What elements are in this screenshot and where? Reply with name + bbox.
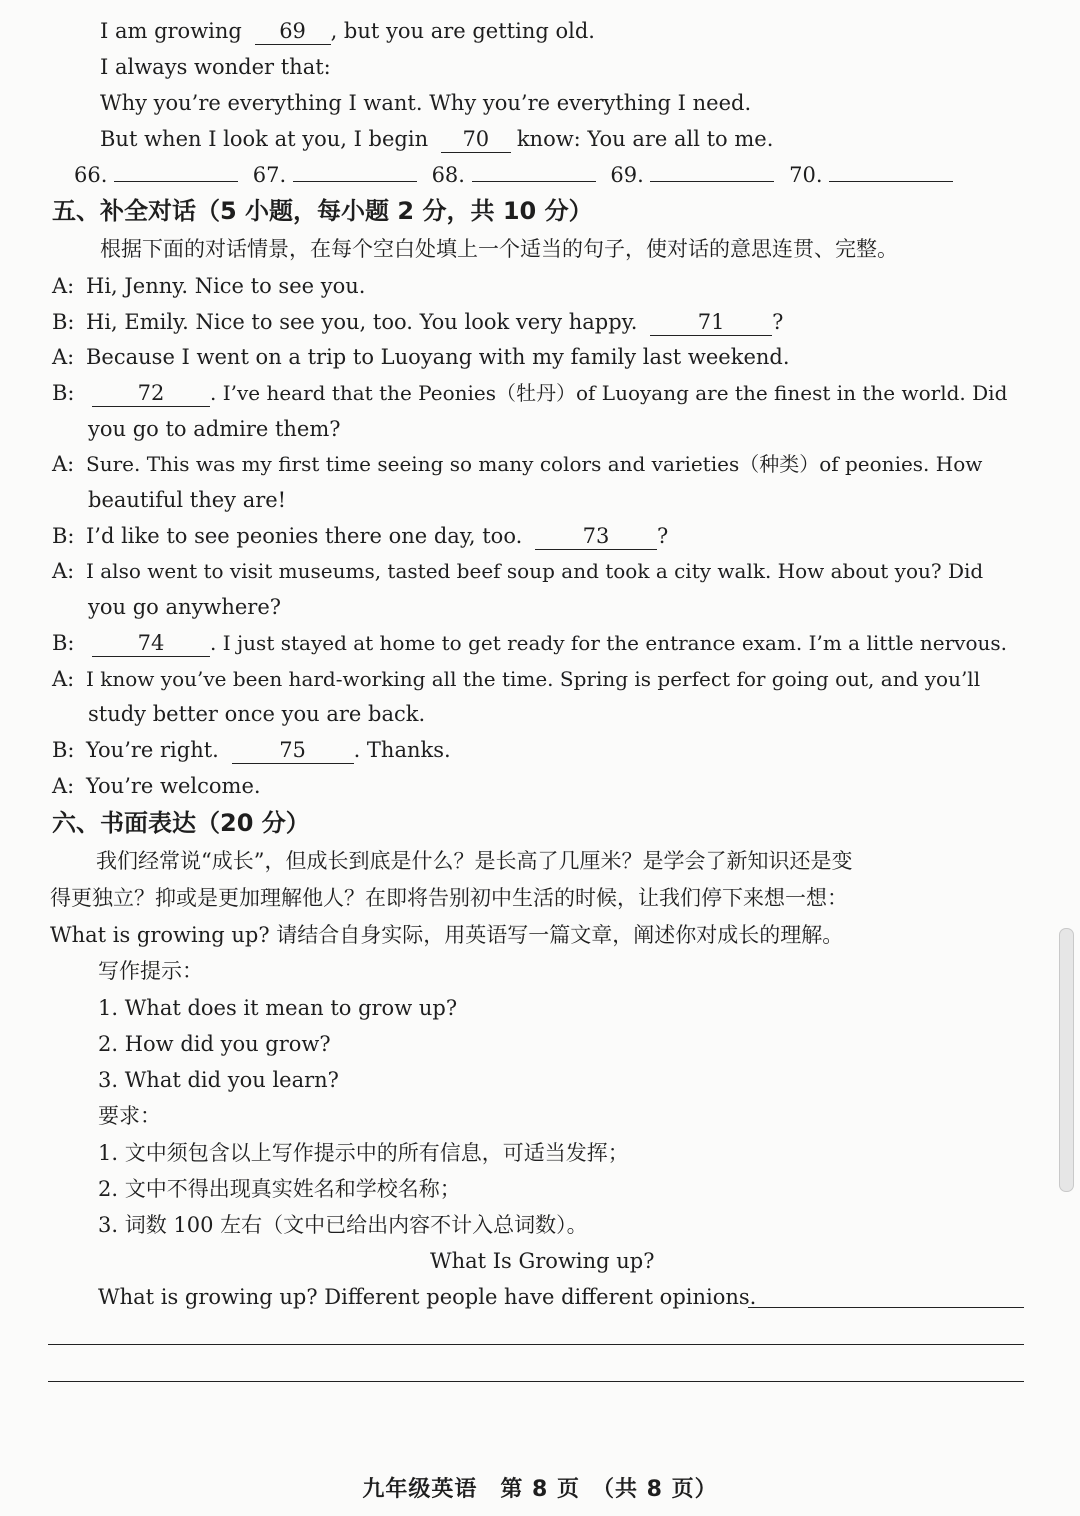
answer-number: 67. [252, 163, 287, 187]
speaker-label: A: [52, 667, 75, 691]
dialogue-line [52, 735, 451, 765]
section-6-title: 六、书面表达（20 分） [52, 809, 310, 837]
dialogue-text: Hi, Emily. Nice to see you, too. You look very happy. [86, 310, 638, 334]
dialogue-text: . I’ve heard that the Peonies（牡丹）of Luoyang are the finest in the world. Did [210, 381, 1008, 405]
dialogue-text: Because I went on a trip to Luoyang with my family last weekend. [86, 345, 790, 369]
dialogue-text: I’d like to see peonies there one day, too. [86, 524, 523, 548]
hint-item: 2. How did you grow? [98, 1032, 331, 1056]
speaker-label: B: [52, 524, 75, 548]
blank-69[interactable]: 69 [255, 18, 331, 45]
requirement-item: 1. 文中须包含以上写作提示中的所有信息，可适当发挥； [98, 1141, 629, 1165]
speaker-label: A: [52, 274, 75, 298]
poem-line-2: I always wonder that: [100, 55, 331, 79]
answer-blank-66[interactable] [114, 181, 238, 182]
speaker-label: A: [52, 452, 75, 476]
dialogue-line-cont: you go anywhere? [88, 595, 282, 619]
dialogue-text: ? [772, 310, 784, 334]
hint-item: 3. What did you learn? [98, 1068, 339, 1092]
speaker-label: A: [52, 559, 75, 583]
answer-number: 66. [74, 163, 108, 187]
dialogue-line-cont: you go to admire them? [88, 417, 341, 441]
poem-text: , but you are getting old. [330, 19, 595, 43]
dialogue-line [52, 628, 1007, 658]
writing-line[interactable] [48, 1381, 1024, 1382]
answer-blank-70[interactable] [829, 181, 953, 182]
prompt-paragraph: What is growing up? 请结合自身实际，用英语写一篇文章，阐述你对成长的理解。 [50, 923, 844, 947]
dialogue-text: . I just stayed at home to get ready for the entrance exam. I’m a little nervous. [210, 631, 1008, 655]
section-5-title: 五、补全对话（5 小题，每小题 2 分，共 10 分） [52, 197, 593, 225]
blank-74[interactable]: 74 [92, 630, 210, 657]
poem-line-1 [100, 16, 595, 46]
speaker-label: A: [52, 345, 75, 369]
dialogue-text: I know you’ve been hard-working all the time. Spring is perfect for going out, and you’ll [86, 667, 981, 691]
scrollbar[interactable] [1059, 928, 1074, 1192]
speaker-label: B: [52, 310, 75, 334]
blank-73[interactable]: 73 [535, 523, 657, 550]
poem-line-4 [100, 124, 773, 154]
essay-start: What is growing up? Different people have different opinions. [98, 1285, 757, 1309]
writing-line[interactable] [748, 1307, 1024, 1308]
dialogue-line [52, 378, 1007, 408]
answer-blank-69[interactable] [650, 181, 774, 182]
dialogue-line-cont: study better once you are back. [88, 702, 426, 726]
poem-text: But when I look at you, I begin [100, 127, 429, 151]
dialogue-line [52, 664, 980, 694]
prompt-paragraph: 我们经常说“成长”，但成长到底是什么？是长高了几厘米？是学会了新知识还是变 [96, 849, 853, 873]
dialogue-text: I also went to visit museums, tasted beef soup and took a city walk. How about you? Did [86, 559, 984, 583]
poem-line-3: Why you’re everything I want. Why you’re everything I need. [100, 91, 752, 115]
speaker-label: B: [52, 631, 75, 655]
requirement-item: 3. 词数 100 左右（文中已给出内容不计入总词数）。 [98, 1213, 588, 1237]
poem-text: know: You are all to me. [516, 127, 774, 151]
dialogue-line [52, 307, 783, 337]
prompt-paragraph: 得更独立？抑或是更加理解他人？在即将告别初中生活的时候，让我们停下来想一想： [50, 886, 848, 910]
dialogue-line [52, 556, 983, 586]
writing-line[interactable] [48, 1344, 1024, 1345]
poem-text: I am growing [100, 19, 242, 43]
blank-75[interactable]: 75 [232, 737, 354, 764]
requirements-title: 要求： [98, 1104, 161, 1128]
section-5-instruction: 根据下面的对话情景，在每个空白处填上一个适当的句子，使对话的意思连贯、完整。 [100, 237, 898, 261]
essay-title: What Is Growing up? [430, 1249, 655, 1273]
dialogue-line [52, 771, 261, 801]
answer-number: 68. [431, 163, 465, 187]
dialogue-line [52, 271, 365, 301]
dialogue-text: Sure. This was my first time seeing so many colors and varieties（种类）of peonies. How [86, 452, 983, 476]
dialogue-text: ? [656, 524, 669, 548]
dialogue-line [52, 521, 668, 551]
hints-title: 写作提示： [98, 959, 203, 983]
speaker-label: B: [52, 381, 75, 405]
dialogue-line [52, 449, 982, 479]
blank-70[interactable]: 70 [441, 126, 511, 153]
dialogue-line [52, 342, 790, 372]
speaker-label: B: [52, 738, 75, 762]
requirement-item: 2. 文中不得出现真实姓名和学校名称； [98, 1177, 461, 1201]
blank-72[interactable]: 72 [92, 380, 210, 407]
page-footer: 九年级英语 第 8 页 （共 8 页） [362, 1477, 718, 1502]
dialogue-line-cont: beautiful they are! [88, 488, 287, 512]
answer-blank-67[interactable] [293, 181, 417, 182]
dialogue-text: . Thanks. [353, 738, 451, 762]
speaker-label: A: [52, 774, 75, 798]
dialogue-text: You’re welcome. [86, 774, 261, 798]
answer-row [74, 160, 953, 190]
hint-item: 1. What does it mean to grow up? [98, 996, 458, 1020]
answer-number: 70. [789, 163, 823, 187]
blank-71[interactable]: 71 [650, 309, 772, 336]
dialogue-text: You’re right. [86, 738, 219, 762]
dialogue-text: Hi, Jenny. Nice to see you. [86, 274, 366, 298]
answer-blank-68[interactable] [472, 181, 596, 182]
answer-number: 69. [610, 163, 644, 187]
